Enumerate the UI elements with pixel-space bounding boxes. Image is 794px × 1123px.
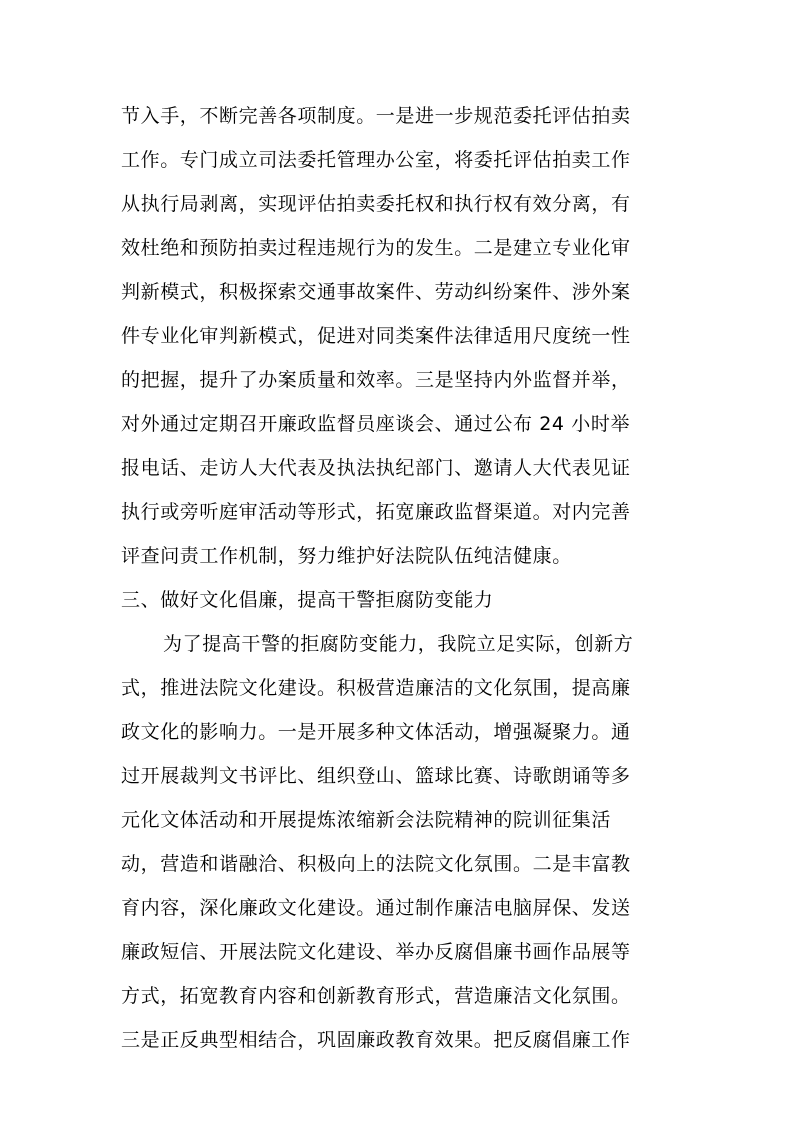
paragraph-line: 的把握，提升了办案质量和效率。三是坚持内外监督并举， — [121, 369, 631, 391]
paragraph-line: 对外通过定期召开廉政监督员座谈会、通过公布 24 小时举 — [121, 413, 631, 435]
paragraph-line: 效杜绝和预防拍卖过程违规行为的发生。二是建立专业化审 — [121, 237, 631, 259]
paragraph-line: 过开展裁判文书评比、组织登山、篮球比赛、诗歌朗诵等多 — [121, 765, 631, 787]
paragraph-line: 从执行局剥离，实现评估拍卖委托权和执行权有效分离，有 — [121, 193, 631, 215]
paragraph-line: 工作。专门成立司法委托管理办公室，将委托评估拍卖工作 — [121, 149, 631, 171]
section-heading: 三、做好文化倡廉，提高干警拒腐防变能力 — [121, 589, 494, 611]
paragraph-line: 判新模式，积极探索交通事故案件、劳动纠纷案件、涉外案 — [121, 281, 631, 303]
paragraph-line: 执行或旁听庭审活动等形式，拓宽廉政监督渠道。对内完善 — [121, 501, 631, 523]
paragraph-line: 政文化的影响力。一是开展多种文体活动，增强凝聚力。通 — [121, 721, 631, 743]
paragraph-first-line: 为了提高干警的拒腐防变能力，我院立足实际，创新方 — [163, 633, 634, 655]
paragraph-line: 方式，拓宽教育内容和创新教育形式，营造廉洁文化氛围。 — [121, 985, 631, 1007]
paragraph-line: 式，推进法院文化建设。积极营造廉洁的文化氛围，提高廉 — [121, 677, 631, 699]
paragraph-line: 件专业化审判新模式，促进对同类案件法律适用尺度统一性 — [121, 325, 631, 347]
paragraph-line: 廉政短信、开展法院文化建设、举办反腐倡廉书画作品展等 — [121, 941, 631, 963]
paragraph-line: 元化文体活动和开展提炼浓缩新会法院精神的院训征集活 — [121, 809, 612, 831]
paragraph-line: 报电话、走访人大代表及执法执纪部门、邀请人大代表见证 — [121, 457, 631, 479]
paragraph-line: 评查问责工作机制，努力维护好法院队伍纯洁健康。 — [121, 545, 572, 567]
paragraph-line: 三是正反典型相结合，巩固廉政教育效果。把反腐倡廉工作 — [121, 1029, 631, 1051]
paragraph-line: 动，营造和谐融洽、积极向上的法院文化氛围。二是丰富教 — [121, 853, 631, 875]
paragraph-line: 节入手，不断完善各项制度。一是进一步规范委托评估拍卖 — [121, 105, 631, 127]
paragraph-line: 育内容，深化廉政文化建设。通过制作廉洁电脑屏保、发送 — [121, 897, 631, 919]
